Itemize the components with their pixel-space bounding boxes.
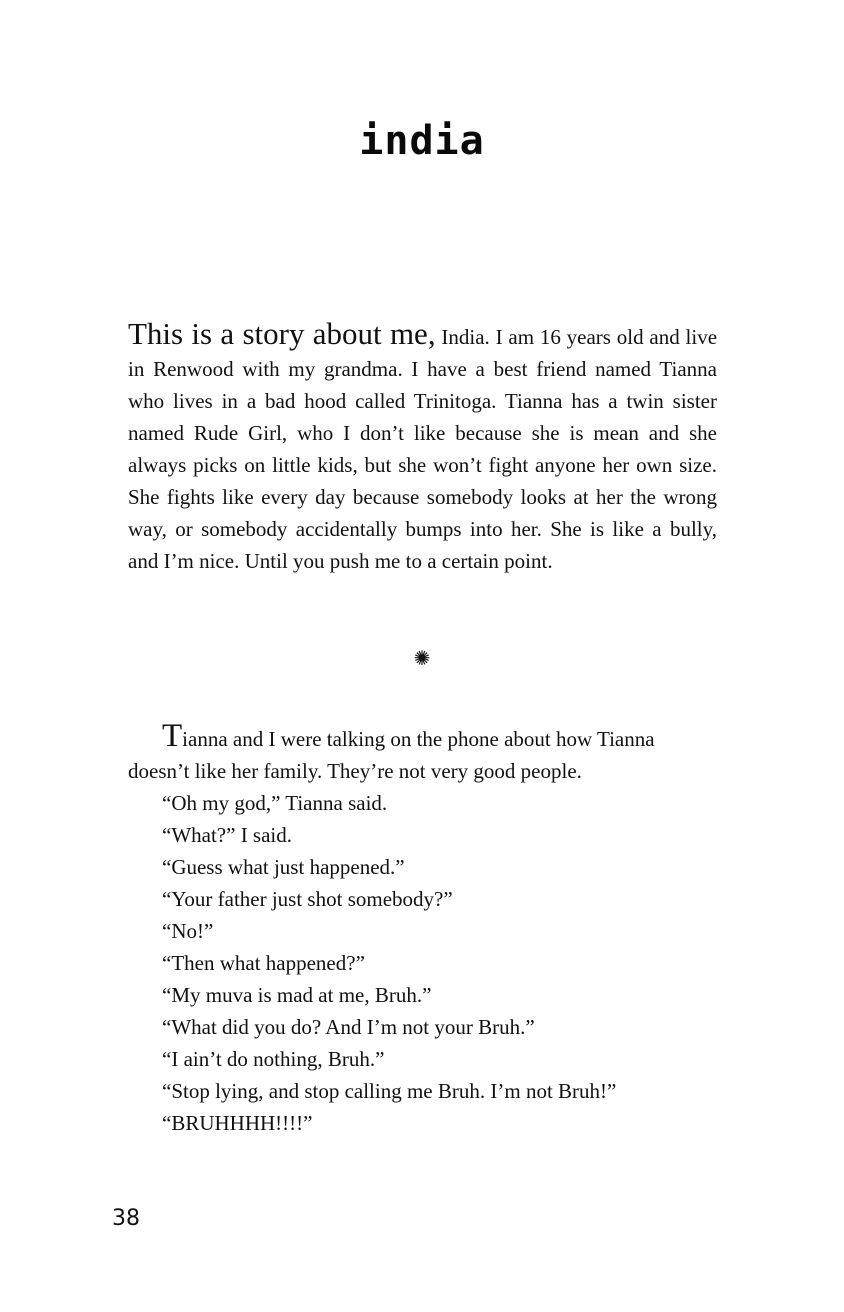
- intro-text: India. I am 16 years old and live in Renwood with my grandma. I have a best friend named Tianna who lives in a bad hood called Trinitoga. Tianna has a twin sister named Rude Girl, who I don’t like because she is mean and she always picks on little kids, but she won’t fight anyone her own size. She fights like every day because somebody looks at her the wrong way, or somebody accidentally bumps into her. She is like a bully, and I’m nice. Until you push me to a certain point.: [128, 325, 718, 573]
- intro-paragraph: [128, 318, 717, 577]
- dialogue-line: “What?” I said.: [162, 823, 293, 847]
- dialogue-line: “Your father just shot somebody?”: [162, 887, 453, 911]
- dialogue-line: “I ain’t do nothing, Bruh.”: [162, 1047, 385, 1071]
- dialogue-opening-paragraph: [128, 720, 717, 787]
- dialogue-line: “Oh my god,” Tianna said.: [162, 791, 388, 815]
- dialogue-line: “Stop lying, and stop calling me Bruh. I’m not Bruh!”: [162, 1079, 617, 1103]
- dialogue-line: “Guess what just happened.”: [162, 855, 405, 879]
- dialogue-section: [128, 720, 717, 1139]
- dialogue-line: “What did you do? And I’m not your Bruh.”: [162, 1015, 535, 1039]
- dialogue-opening-text: ianna and I were talking on the phone about how Tianna doesn’t like her family. They’re not very good people.: [128, 727, 655, 783]
- dialogue-line: “My muva is mad at me, Bruh.”: [162, 983, 432, 1007]
- drop-cap: T: [162, 718, 183, 754]
- dialogue-line: “BRUHHHH!!!!”: [162, 1111, 313, 1135]
- dialogue-line: “Then what happened?”: [162, 951, 365, 975]
- chapter-title: india: [359, 118, 485, 164]
- bug-ornament-icon: ✺: [413, 648, 431, 670]
- intro-lead-in: This is a story about me,: [128, 316, 436, 351]
- dialogue-line: “No!”: [162, 919, 214, 943]
- page-number: 38: [112, 1206, 140, 1231]
